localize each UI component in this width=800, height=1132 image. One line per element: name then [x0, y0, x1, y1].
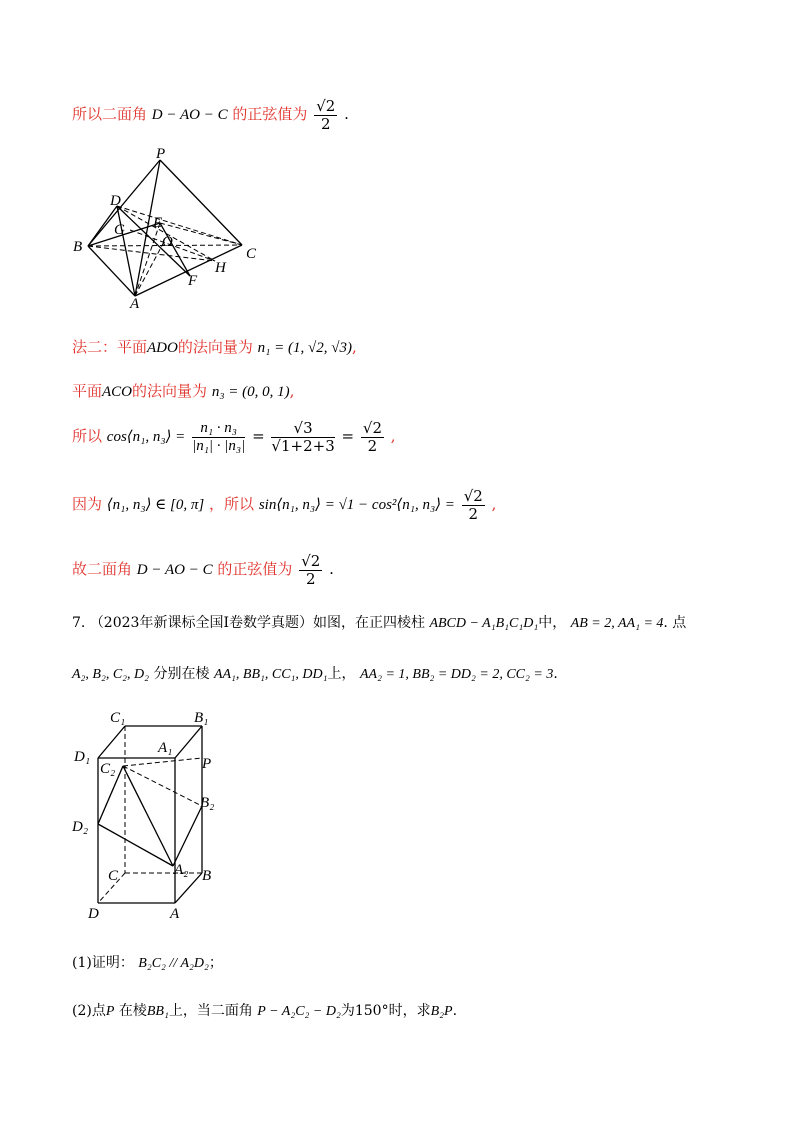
label-P: P: [156, 148, 166, 162]
label-C1: C₁: [110, 710, 126, 726]
fraction: $\frac{√2}{2}$: [463, 487, 483, 523]
question-1: (1)证明： B₂C₂ // A₂D₂；: [72, 955, 223, 971]
label-D: D: [110, 193, 121, 209]
label-B1: B₁: [194, 710, 209, 726]
label-H: H: [215, 260, 226, 276]
label-D: D: [88, 906, 99, 922]
solution-conclusion-1: 所以二面角 D − AO − C 的正弦值为 $\frac{√2}{2}$ .: [72, 97, 349, 133]
question-2: (2)点P 在棱BB₁上，当二面角 P − A₂C₂ − D₂为150°时，求B₂P.: [72, 1003, 458, 1019]
method2-line4: 因为 ⟨n₁, n₃⟩ ∈ [0, π] ，所以 sin⟨n₁, n₃⟩ = √1 − cos²⟨n₁, n₃⟩ = $\frac{√2}{2}$ ,: [72, 487, 497, 523]
label-D2: D₂: [72, 819, 89, 835]
label-P: P: [202, 756, 212, 772]
method2-line1: 法二：平面ADO的法向量为 n₁ = (1, √2, √3),: [72, 338, 357, 356]
fraction: $\frac{√2}{2}$: [316, 97, 336, 133]
label-G: G: [114, 222, 125, 238]
label-B: B: [73, 239, 83, 255]
fraction: $\frac{\text{n₁ · n₃}}{\text{|n₁| · |n₃|}}$: [192, 420, 246, 454]
label-A: A: [170, 906, 180, 922]
label-F: F: [188, 273, 198, 289]
label-C: C: [108, 868, 119, 884]
label-D1: D₁: [74, 749, 91, 765]
fraction: $\frac{√2}{2}$: [362, 419, 382, 455]
pyramid-figure: [70, 148, 270, 313]
label-A2: A₂: [174, 862, 189, 878]
problem-7-line1: 7. （2023年新课标全国Ⅰ卷数学真题）如图，在正四棱柱 ABCD − A₁B₁C₁D₁中， AB = 2, AA₁ = 4. 点: [72, 615, 687, 631]
problem-7-line2: A₂, B₂, C₂, D₂ 分别在棱 AA₁, BB₁, CC₁, DD₁上， AA₂ = 1, BB₂ = DD₂ = 2, CC₂ = 3.: [72, 666, 558, 682]
label-O: O: [162, 234, 173, 250]
method2-line3: 所以 cos⟨n₁, n₃⟩ = $\frac{\text{n₁ · n₃}}{\text{|n₁| · |n₃|}}$ = $\frac{√3}{√1+2+3}$ = $\frac{√2}{2}$ ,: [72, 419, 396, 455]
label-C: C: [246, 246, 257, 262]
fraction: $\frac{√3}{√1+2+3}$: [271, 419, 335, 455]
method2-line5: 故二面角 D − AO − C 的正弦值为 $\frac{√2}{2}$ .: [72, 552, 334, 588]
prism-figure: [70, 706, 230, 926]
label-E: E: [153, 215, 163, 231]
fraction: $\frac{√2}{2}$: [301, 552, 321, 588]
method2-line2: 平面ACO的法向量为 n₃ = (0, 0, 1),: [72, 382, 295, 400]
label-C2: C₂: [100, 761, 116, 777]
label-B: B: [202, 868, 212, 884]
label-A: A: [130, 296, 140, 312]
label-B2: B₂: [200, 795, 215, 811]
label-A1: A₁: [158, 740, 173, 756]
